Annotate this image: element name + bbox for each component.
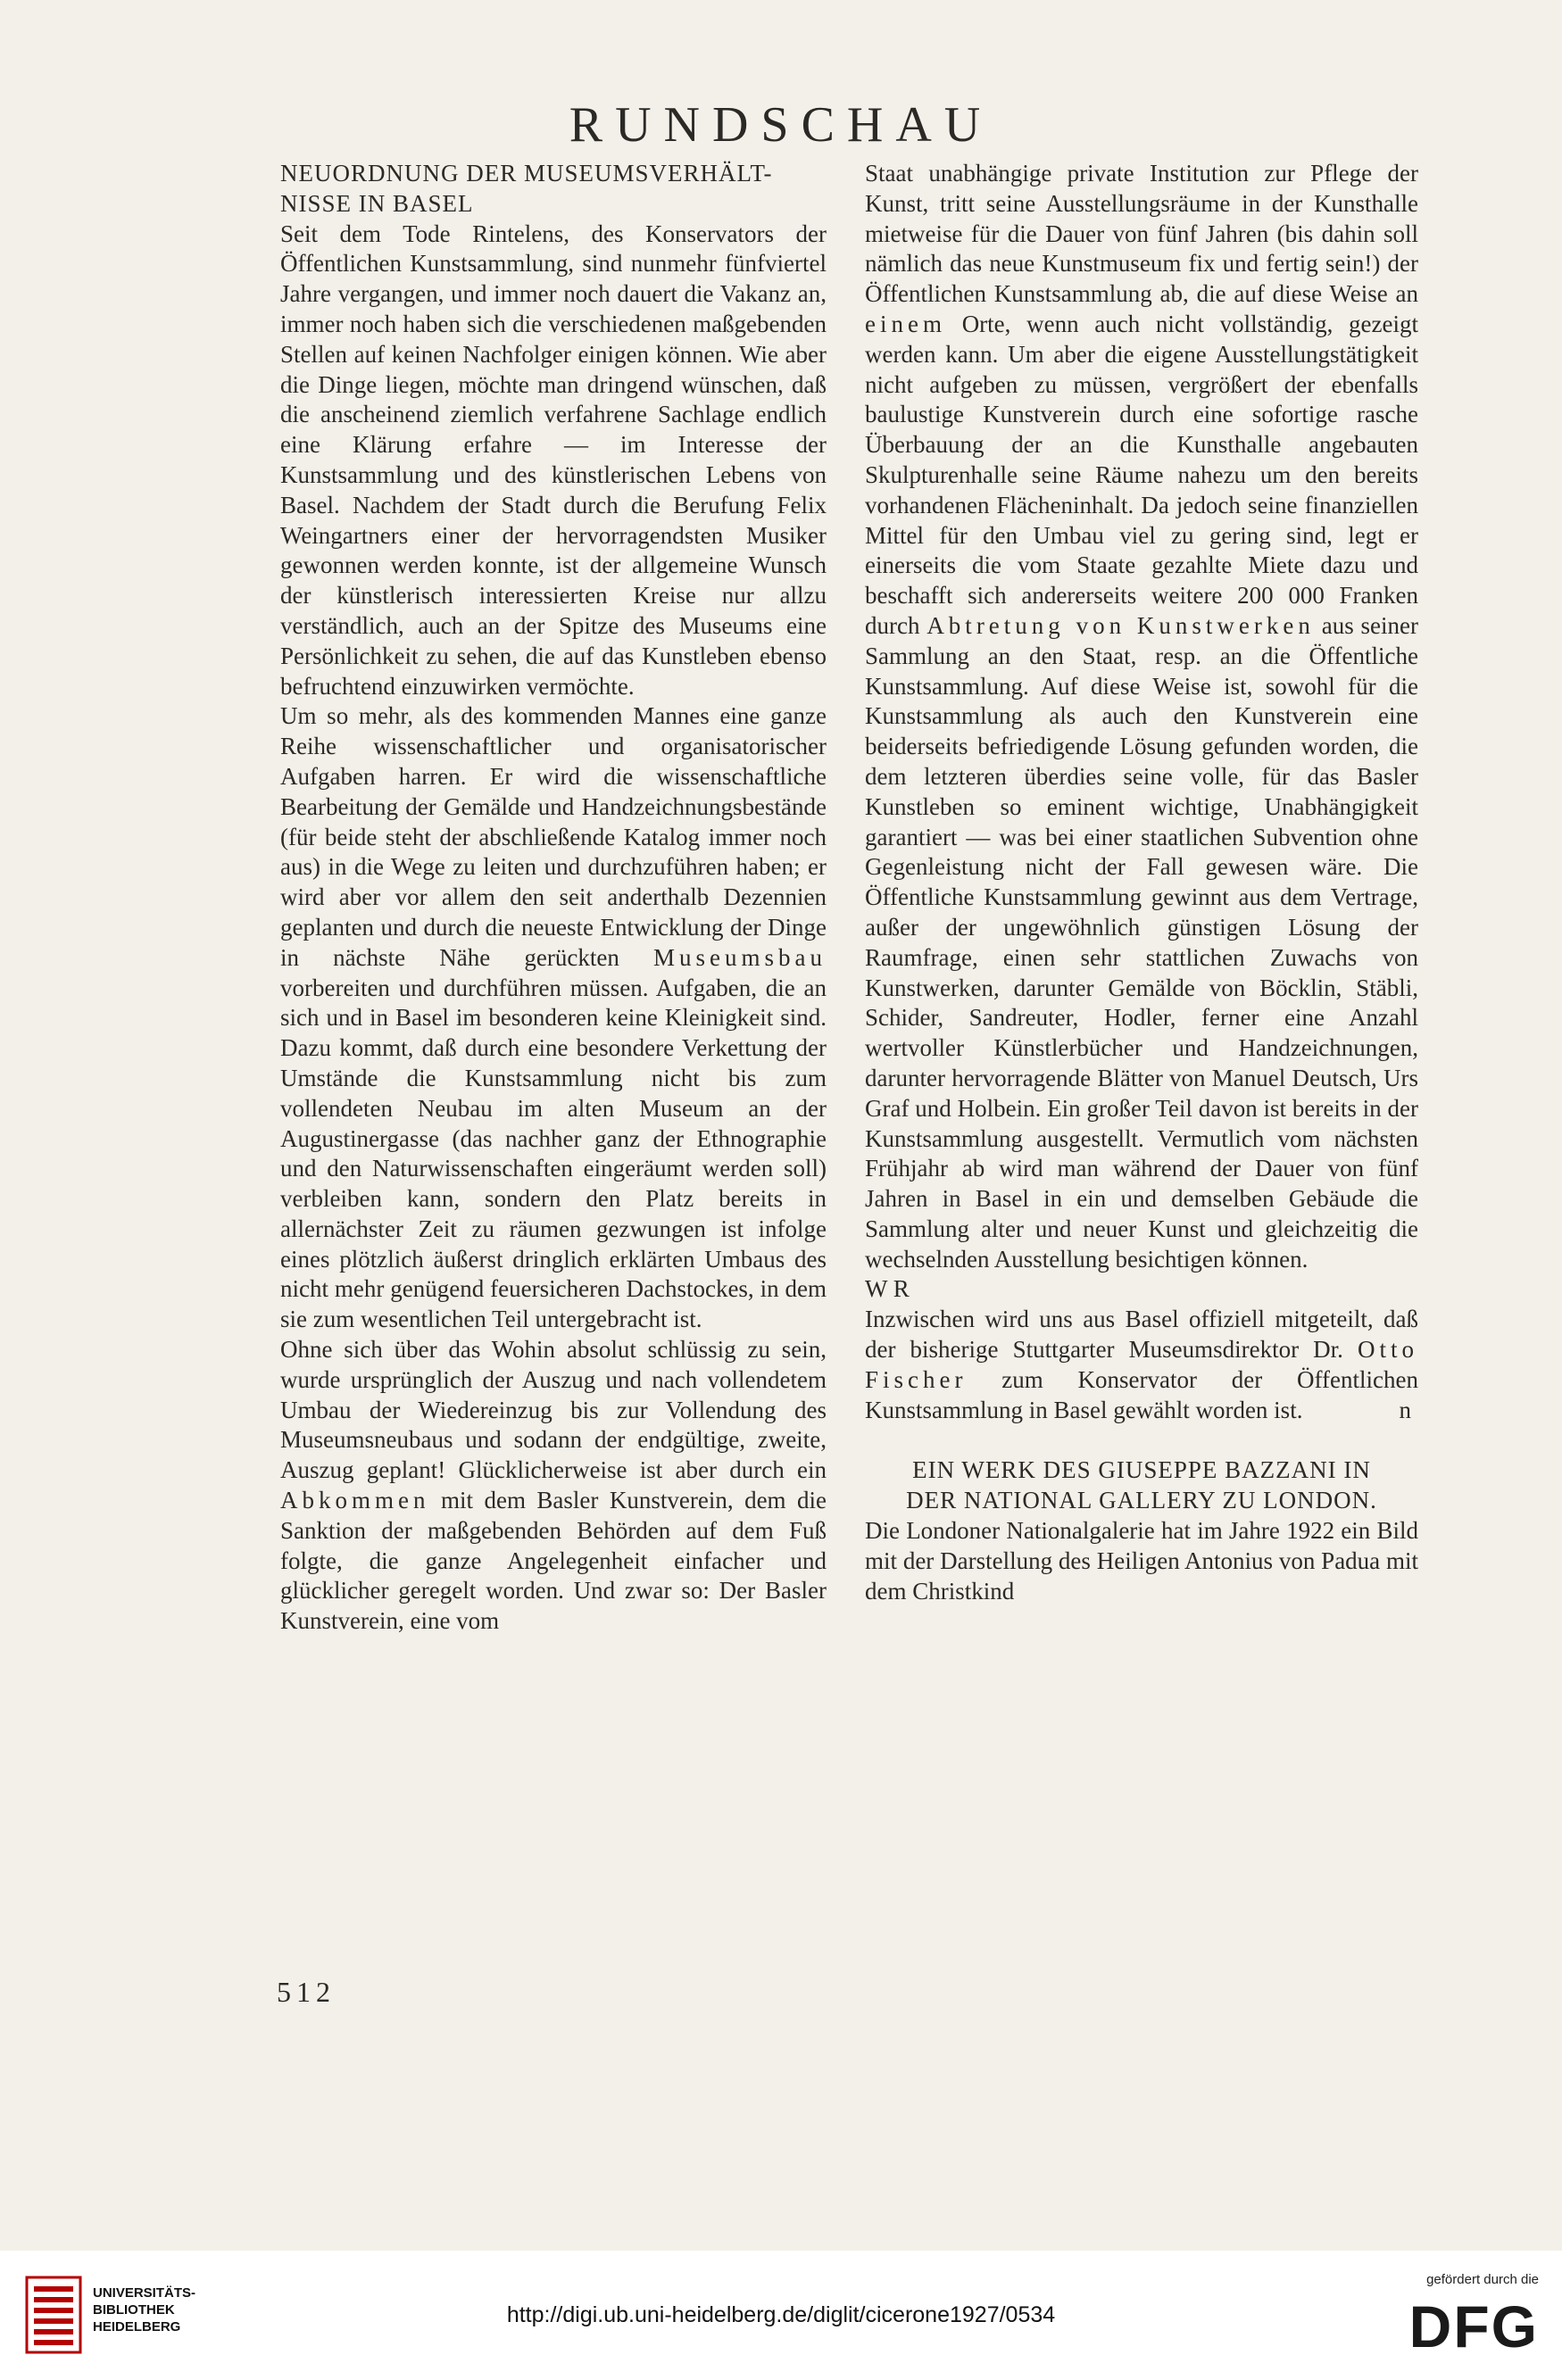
paragraph: [280, 1335, 827, 1637]
paragraph: [865, 159, 1418, 1274]
emphasis-text: Otto Fischer: [865, 1336, 1418, 1393]
paragraph: [280, 701, 827, 1335]
emphasis-text: Abtretung von Kunstwerken: [926, 611, 1315, 639]
running-head: RUNDSCHAU: [569, 97, 993, 153]
emphasis-text: einem: [865, 310, 946, 337]
paragraph-text: vorbereiten und durchführen müssen. Aufgaben, die an sich und in Basel im besonderen keine Kleinigkeit sind. Dazu kommt, daß durch eine besondere Verkettung der Umstände die Kunstsammlung nicht bis zum vollendeten Neubau im alten Museum an der Augustinergasse (das nachher ganz der Ethnographie und den Naturwissenschaften eingeräumt werden soll) verbleiben kann, sondern den Platz bereits in allernächster Zeit zu räumen gezwungen ist infolge eines plötzlich äußerst dringlich erklärten Umbaus des nicht mehr genügend feuersicheren Dachstockes, in dem sie zum wesentlichen Teil untergebracht ist.: [280, 974, 827, 1333]
dfg-logo: DFG: [1408, 2293, 1539, 2359]
funder-caption: gefördert durch die: [1426, 2272, 1539, 2287]
article-heading-bazzani: EIN WERK DES GIUSEPPE BAZZANI IN DER NATIONAL GALLERY ZU LONDON.: [906, 1456, 1377, 1514]
left-column: [280, 159, 827, 1637]
library-name: UNIVERSITÄTS- BIBLIOTHEK HEIDELBERG: [93, 2285, 196, 2334]
right-column: [865, 159, 1418, 1606]
paragraph-text: Inzwischen wird uns aus Basel offiziell mitgeteilt, daß der bisherige Stuttgarter Museumsdirektor Dr.: [865, 1306, 1418, 1364]
paragraph-text: Staat unabhängige private Institution zur Pflege der Kunst, tritt seine Ausstellungsräume in der Kunsthalle mietweise für die Dauer von fünf Jahren (bis dahin soll nämlich das neue Kunstmuseum fix und fertig sein!) der Öffentlichen Kunstsammlung ab, die auf diese Weise an: [865, 160, 1418, 308]
author-signature: n: [1399, 1396, 1411, 1423]
paragraph-text: Orte, wenn auch nicht vollständig, gezeigt werden kann. Um aber die eigene Ausstellungstätigkeit nicht aufgeben zu müssen, vergrößert der ebenfalls baulustige Kunstverein durch eine sofortige rasche Überbauung der an die Kunsthalle angebauten Skulpturenhalle seine Räume nahezu um den bereits vorhandenen Flächeninhalt. Da jedoch seine finanziellen Mittel für den Umbau viel zu gering sind, legt er einerseits die vom Staate gezahlte Miete dazu und beschafft sich andererseits weitere 200 000 Franken durch: [865, 310, 1419, 639]
paragraph: [865, 1305, 1418, 1425]
author-signature: W R: [865, 1275, 910, 1303]
emphasis-text: Museumsbau: [653, 943, 827, 971]
paragraph: Die Londoner Nationalgalerie hat im Jahre 1922 ein Bild mit der Darstellung des Heiligen Antonius von Padua mit dem Christkind: [865, 1517, 1418, 1605]
paragraph: Seit dem Tode Rintelens, des Konservators der Öffentlichen Kunstsammlung, sind nunmehr fünfviertel Jahre vergangen, und immer noch dauert die Vakanz an, immer noch haben sich die verschiedenen maßgebenden Stellen auf keinen Nachfolger einigen können. Wie aber die Dinge liegen, möchte man dringend wünschen, daß die anscheinend ziemlich verfahrene Sachlage endlich eine Klärung erfahre — im Interesse der Kunstsammlung und des künstlerischen Lebens von Basel. Nachdem der Stadt durch die Berufung Felix Weingartners einer der hervorragendsten Musiker gewonnen werden konnte, ist der allgemeine Wunsch der künstlerisch interessierten Kreise nur allzu verständlich, auch an der Spitze des Museums eine Persönlichkeit zu sehen, die auf das Kunstleben ebenso befruchtend einzuwirken vermöchte.: [280, 220, 827, 700]
paragraph-text: Um so mehr, als des kommenden Mannes eine ganze Reihe wissenschaftlicher und organisatorischer Aufgaben harren. Er wird die wissenschaftliche Bearbeitung der Gemälde und Handzeichnungsbestände (für beide steht der abschließende Katalog immer noch aus) in die Wege zu leiten und durchzuführen haben; er wird aber vor allem den seit anderthalb Dezennien geplanten und durch die neueste Entwicklung der Dinge in nächste Nähe gerückten: [280, 702, 827, 971]
footer-bar: [0, 2251, 1562, 2380]
paragraph-text: aus seiner Sammlung an den Staat, resp. an die Öffentliche Kunstsammlung. Auf diese Weise ist, sowohl für die Kunstsammlung als auch den Kunstverein eine beiderseits befriedigende Lösung gefunden worden, die dem letzteren überdies seine volle, für das Basler Kunstleben so eminent wichtige, Unabhängigkeit garantiert — was bei einer staatlichen Subvention ohne Gegenleistung nicht der Fall gewesen wäre. Die Öffentliche Kunstsammlung gewinnt aus dem Vertrage, außer der ungewöhnlich günstigen Lösung der Raumfrage, einen sehr stattlichen Zuwachs von Kunstwerken, darunter Gemälde von Böcklin, Stäbli, Schider, Sandreuter, Hodler, ferner eine Anzahl wertvoller Künstlerbücher und Handzeichnungen, darunter hervorragende Blätter von Manuel Deutsch, Urs Graf und Holbein. Ein großer Teil davon ist bereits in der Kunstsammlung ausgestellt. Vermutlich vom nächsten Frühjahr ab wird man während der Dauer von fünf Jahren in Basel in ein und demselben Gebäude die Sammlung alter und neuer Kunst und gleichzeitig die wechselnden Ausstellung besichtigen können.: [865, 611, 1419, 1273]
source-url-link[interactable]: http://digi.ub.uni-heidelberg.de/diglit/cicerone1927/0534: [506, 2302, 1056, 2327]
page-number: 512: [277, 1976, 336, 2008]
paragraph-text: Ohne sich über das Wohin absolut schlüssig zu sein, wurde ursprünglich der Auszug und nach vollendetem Umbau der Wiedereinzug bis zur Vollendung des Museumsneubaus und sodann der endgültige, zweite, Auszug geplant! Glücklicherweise ist aber durch ein: [280, 1336, 827, 1484]
paragraph-text: mit dem Basler Kunstverein, dem die Sanktion der maßgebenden Behörden auf dem Fuß folgte, die ganze Angelegenheit einfacher und glücklicher geregelt worden. Und zwar so: Der Basler Kunstverein, eine vom: [280, 1487, 827, 1635]
emphasis-text: Abkommen: [280, 1487, 430, 1514]
article-heading-basel: NEUORDNUNG DER MUSEUMSVERHÄLT- NISSE IN BASEL: [280, 160, 773, 217]
paragraph-text: zum Konservator der Öffentlichen Kunstsammlung in Basel gewählt worden ist.: [865, 1365, 1419, 1423]
